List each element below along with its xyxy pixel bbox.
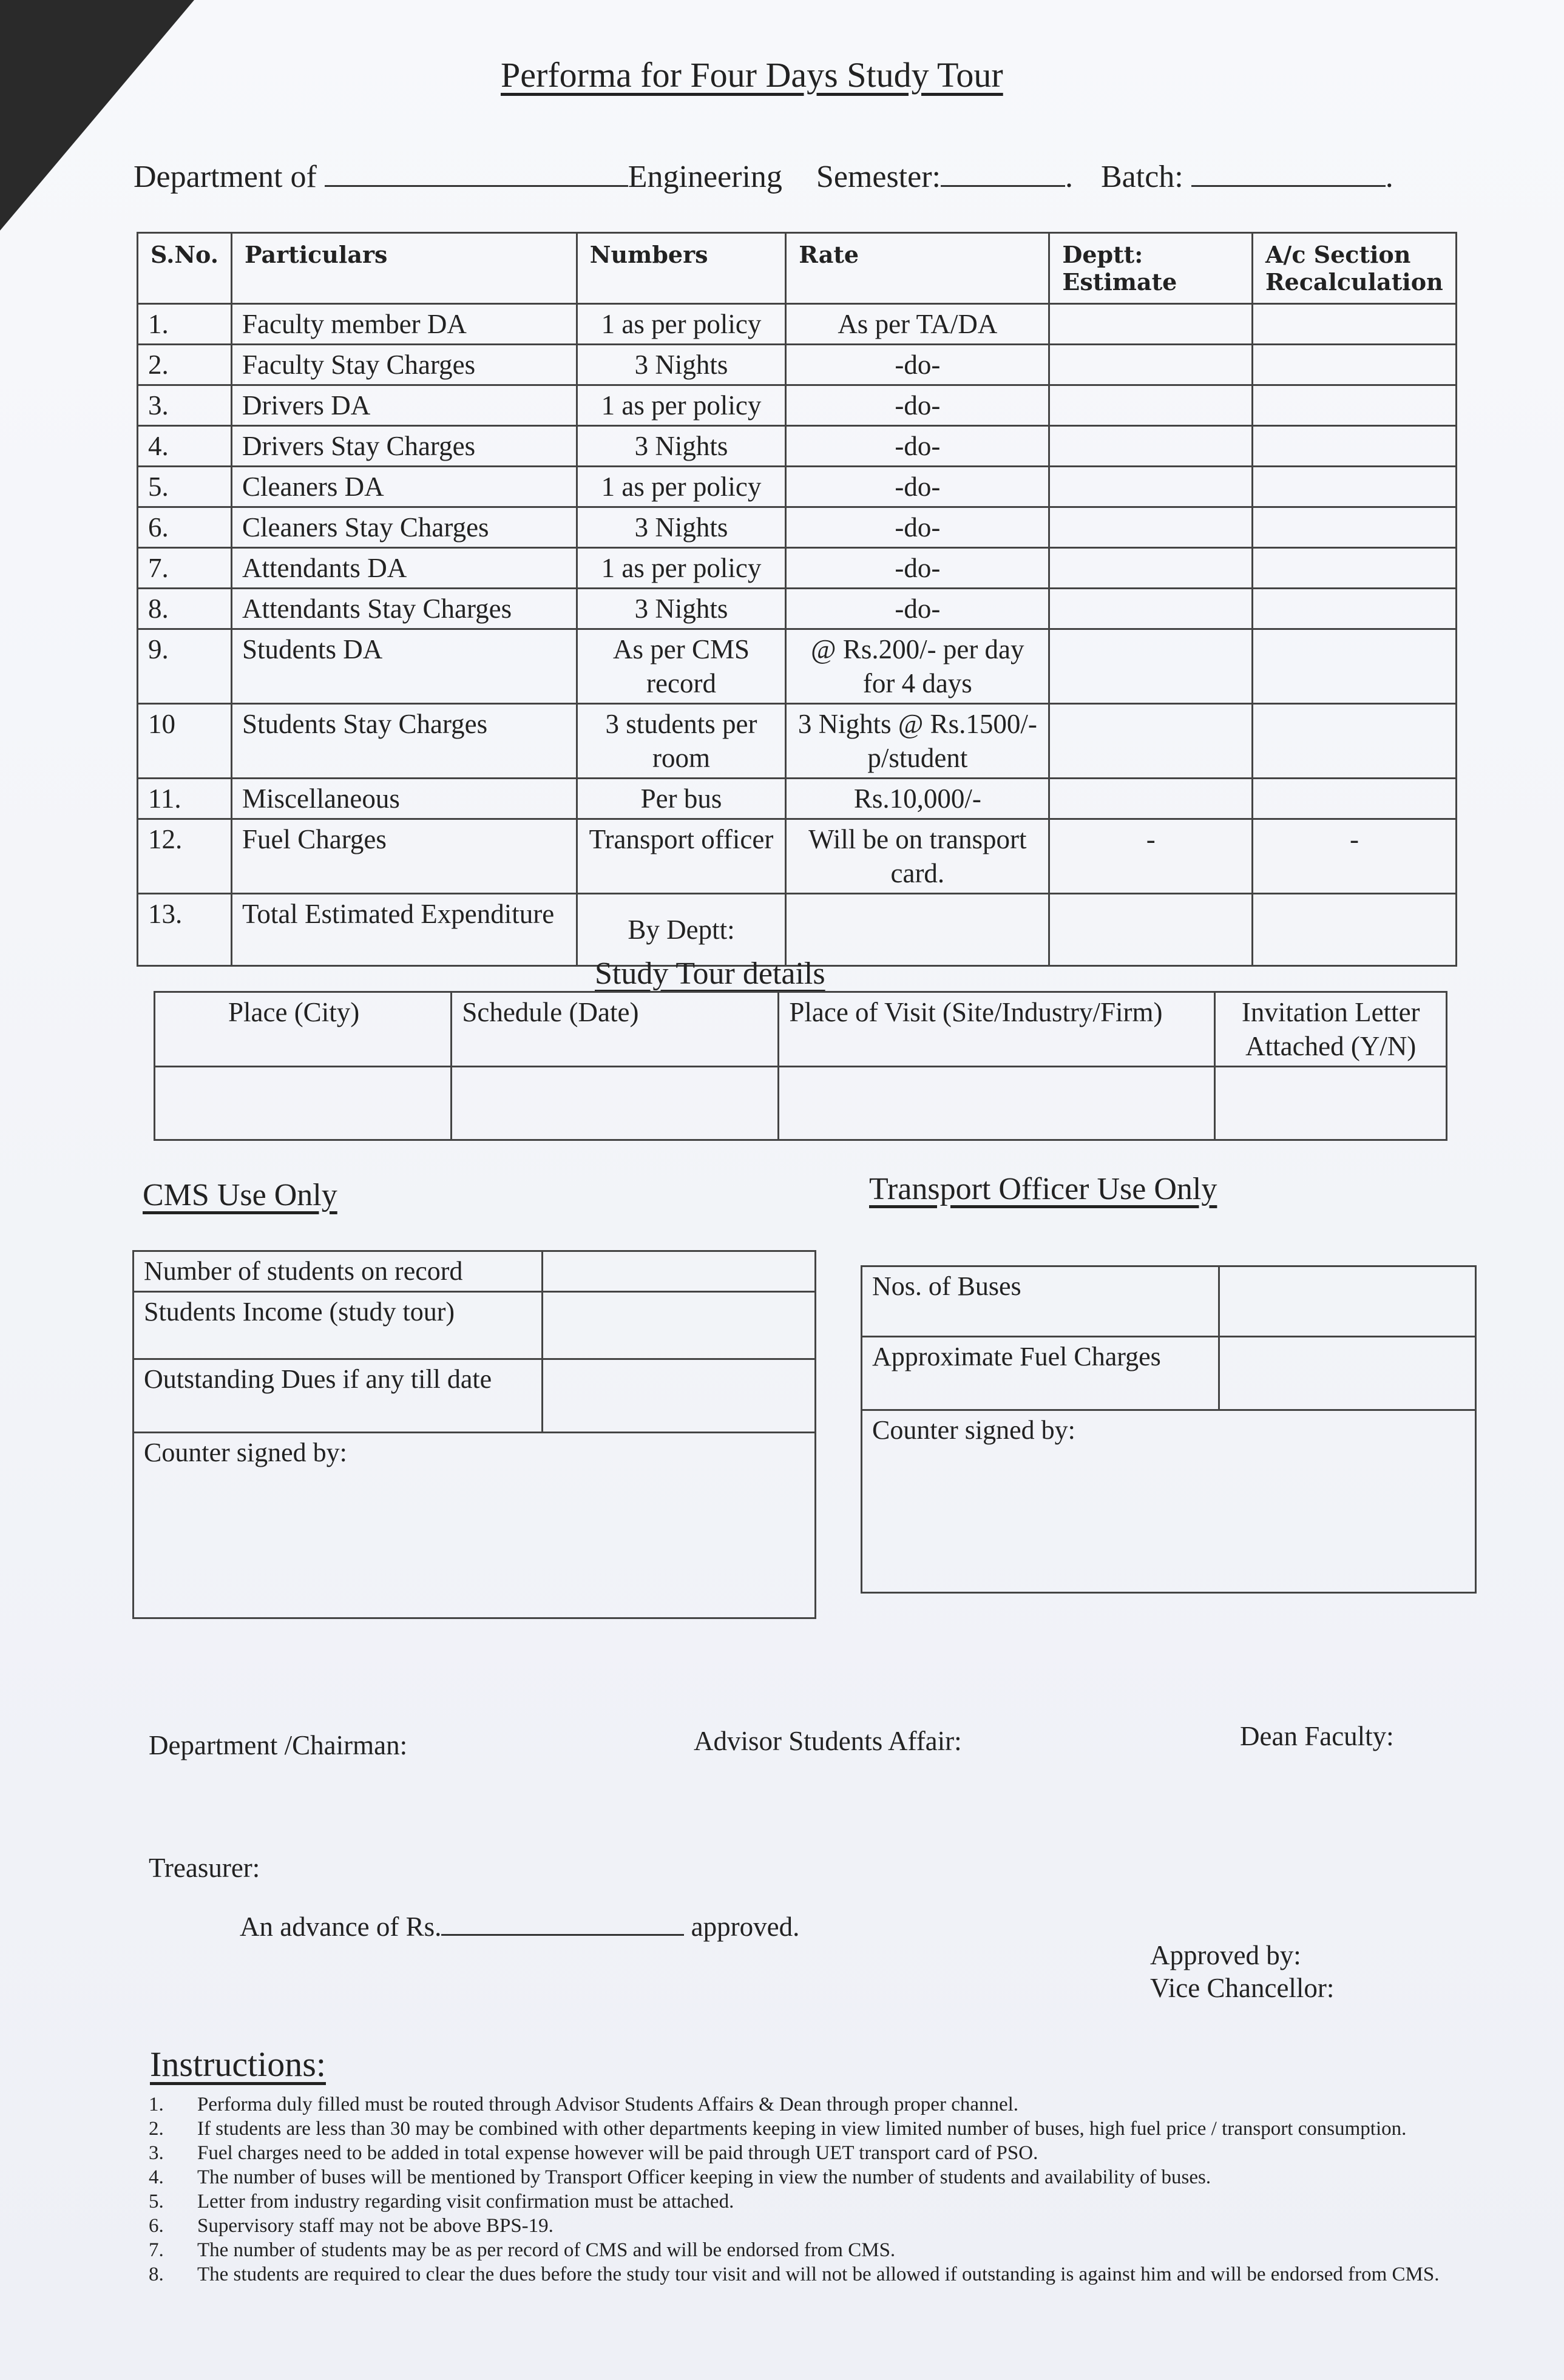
instructions-list — [149, 2092, 1478, 2287]
expense-recalc-cell[interactable] — [1252, 426, 1456, 467]
instructions-heading: Instructions: — [150, 2044, 326, 2084]
chairman-signature-label: Department /Chairman: — [149, 1730, 408, 1760]
expense-sno-cell: 5. — [138, 467, 232, 507]
header-numbers: Numbers — [577, 233, 786, 304]
instruction-number: 4. — [149, 2166, 164, 2188]
cms-row-value[interactable] — [543, 1251, 816, 1292]
instruction-item — [149, 2214, 1478, 2238]
instruction-number: 8. — [149, 2263, 164, 2285]
expense-recalc-cell[interactable] — [1252, 467, 1456, 507]
expense-row — [138, 589, 1457, 629]
instruction-number: 7. — [149, 2239, 164, 2261]
expense-table — [137, 232, 1457, 967]
cms-counter-row — [134, 1433, 816, 1618]
header-recalculation: A/c Section Recalculation — [1252, 233, 1456, 304]
expense-numbers-cell: Per bus — [577, 779, 786, 819]
expense-rate-cell: -do- — [786, 345, 1049, 385]
cms-row-label: Number of students on record — [134, 1251, 543, 1292]
expense-rate-cell: -do- — [786, 385, 1049, 426]
expense-particular-cell: Students Stay Charges — [231, 704, 577, 779]
advance-line — [240, 1908, 799, 1942]
expense-recalc-cell[interactable] — [1252, 385, 1456, 426]
expense-row — [138, 894, 1457, 966]
expense-numbers-cell: 1 as per policy — [577, 385, 786, 426]
cms-row-value[interactable] — [543, 1292, 816, 1359]
expense-row — [138, 779, 1457, 819]
transport-counter-signed: Counter signed by: — [862, 1410, 1476, 1593]
tour-header-invitation: Invitation Letter Attached (Y/N) — [1215, 992, 1447, 1067]
advance-prefix: An advance of Rs. — [240, 1912, 442, 1942]
expense-estimate-cell[interactable] — [1049, 304, 1253, 345]
expense-particular-cell: Attendants DA — [231, 548, 577, 589]
header-particulars: Particulars — [231, 233, 577, 304]
expense-estimate-cell[interactable] — [1049, 467, 1253, 507]
expense-estimate-cell[interactable] — [1049, 704, 1253, 779]
expense-rate-cell: Will be on transport card. — [786, 819, 1049, 894]
cms-row — [134, 1292, 816, 1359]
department-label: Department of — [134, 160, 317, 194]
expense-rate-cell: -do- — [786, 507, 1049, 548]
tour-place-cell[interactable] — [779, 1067, 1215, 1140]
expense-sno-cell: 11. — [138, 779, 232, 819]
instruction-item — [149, 2141, 1478, 2165]
tour-header-place: Place of Visit (Site/Industry/Firm) — [779, 992, 1215, 1067]
expense-particular-cell: Students DA — [231, 629, 577, 704]
department-line — [134, 155, 1393, 195]
cms-heading: CMS Use Only — [143, 1178, 337, 1212]
instruction-number: 1. — [149, 2094, 164, 2115]
instruction-item — [149, 2117, 1478, 2141]
instruction-number: 3. — [149, 2142, 164, 2164]
expense-recalc-cell[interactable] — [1252, 704, 1456, 779]
expense-row — [138, 426, 1457, 467]
expense-particular-cell: Cleaners Stay Charges — [231, 507, 577, 548]
expense-sno-cell: 2. — [138, 345, 232, 385]
tour-details-table — [154, 991, 1447, 1141]
vice-chancellor-label: Vice Chancellor: — [1150, 1973, 1335, 2003]
expense-row — [138, 629, 1457, 704]
instruction-text: The students are required to clear the dues before the study tour visit and will not be allowed if outstanding is against him and will be endorsed from CMS. — [197, 2263, 1440, 2285]
expense-rate-cell: 3 Nights @ Rs.1500/- p/student — [786, 704, 1049, 779]
expense-row — [138, 819, 1457, 894]
expense-particular-cell: Faculty member DA — [231, 304, 577, 345]
instruction-text: The number of buses will be mentioned by Transport Officer keeping in view the number of students and availability of buses. — [197, 2166, 1211, 2188]
instruction-item — [149, 2165, 1478, 2189]
expense-row — [138, 507, 1457, 548]
cms-table — [132, 1250, 816, 1619]
expense-numbers-cell: 3 Nights — [577, 507, 786, 548]
expense-estimate-cell[interactable] — [1049, 629, 1253, 704]
expense-sno-cell: 7. — [138, 548, 232, 589]
expense-particular-cell: Miscellaneous — [231, 779, 577, 819]
folded-corner — [0, 0, 194, 231]
expense-sno-cell: 1. — [138, 304, 232, 345]
batch-label: Batch: — [1100, 160, 1183, 194]
instruction-item — [149, 2092, 1478, 2117]
expense-numbers-cell: 3 Nights — [577, 589, 786, 629]
cms-row — [134, 1251, 816, 1292]
expense-sno-cell: 13. — [138, 894, 232, 966]
expense-particular-cell: Drivers DA — [231, 385, 577, 426]
tour-city-cell[interactable] — [155, 1067, 452, 1140]
expense-recalc-cell[interactable] — [1252, 779, 1456, 819]
instruction-text: If students are less than 30 may be combined with other departments keeping in view limited number of buses, high fuel price / transport consumption. — [197, 2118, 1407, 2140]
instruction-item — [149, 2238, 1478, 2262]
expense-numbers-cell: 1 as per policy — [577, 467, 786, 507]
dean-signature-label: Dean Faculty: — [1240, 1721, 1394, 1751]
expense-numbers-cell: Transport officer — [577, 819, 786, 894]
expense-row — [138, 304, 1457, 345]
instruction-text: Fuel charges need to be added in total expense however will be paid through UET transport card of PSO. — [197, 2142, 1038, 2164]
transport-row-value[interactable] — [1219, 1337, 1475, 1410]
batch-dot: . — [1385, 160, 1393, 194]
expense-rate-cell: -do- — [786, 589, 1049, 629]
expense-row — [138, 548, 1457, 589]
expense-row — [138, 385, 1457, 426]
expense-estimate-cell[interactable] — [1049, 548, 1253, 589]
instruction-number: 6. — [149, 2215, 164, 2237]
tour-details-row — [155, 1067, 1447, 1140]
transport-row — [862, 1266, 1476, 1337]
expense-sno-cell: 9. — [138, 629, 232, 704]
document-title: Performa for Four Days Study Tour — [501, 55, 1003, 95]
expense-recalc-cell[interactable] — [1252, 345, 1456, 385]
tour-details-header — [155, 992, 1447, 1067]
expense-estimate-cell[interactable] — [1049, 385, 1253, 426]
expense-rate-cell: -do- — [786, 426, 1049, 467]
cms-row-label: Students Income (study tour) — [134, 1292, 543, 1359]
expense-estimate-cell[interactable] — [1049, 507, 1253, 548]
expense-sno-cell: 3. — [138, 385, 232, 426]
instruction-text: Letter from industry regarding visit confirmation must be attached. — [197, 2191, 734, 2213]
expense-particular-cell: Drivers Stay Charges — [231, 426, 577, 467]
instruction-item — [149, 2262, 1478, 2287]
tour-schedule-cell[interactable] — [452, 1067, 779, 1140]
expense-recalc-cell[interactable] — [1252, 304, 1456, 345]
expense-row — [138, 345, 1457, 385]
instruction-text: The number of students may be as per record of CMS and will be endorsed from CMS. — [197, 2239, 896, 2261]
expense-recalc-cell[interactable] — [1252, 507, 1456, 548]
expense-estimate-cell[interactable] — [1049, 345, 1253, 385]
transport-row-label: Approximate Fuel Charges — [862, 1337, 1219, 1410]
expense-rate-cell: -do- — [786, 467, 1049, 507]
expense-numbers-cell: By Deptt: — [577, 894, 786, 966]
expense-numbers-cell: 1 as per policy — [577, 304, 786, 345]
semester-field[interactable] — [941, 155, 1065, 187]
advisor-signature-label: Advisor Students Affair: — [694, 1726, 962, 1756]
instruction-number: 5. — [149, 2191, 164, 2213]
expense-particular-cell: Attendants Stay Charges — [231, 589, 577, 629]
expense-estimate-cell[interactable] — [1049, 426, 1253, 467]
tour-details-heading: Study Tour details — [595, 956, 825, 991]
expense-recalc-cell[interactable] — [1252, 629, 1456, 704]
expense-sno-cell: 6. — [138, 507, 232, 548]
expense-numbers-cell: 1 as per policy — [577, 548, 786, 589]
expense-estimate-cell[interactable] — [1049, 589, 1253, 629]
department-field[interactable] — [325, 155, 628, 187]
expense-sno-cell: 10 — [138, 704, 232, 779]
semester-label: Semester: — [816, 160, 941, 194]
advance-suffix: approved. — [691, 1912, 800, 1942]
cms-row — [134, 1359, 816, 1433]
expense-rate-cell: As per TA/DA — [786, 304, 1049, 345]
advance-amount-field[interactable] — [441, 1908, 684, 1936]
cms-row-label: Outstanding Dues if any till date — [134, 1359, 543, 1433]
expense-recalc-cell[interactable] — [1252, 589, 1456, 629]
instruction-text: Supervisory staff may not be above BPS-19. — [197, 2215, 553, 2237]
approved-by-label: Approved by: — [1150, 1940, 1301, 1970]
expense-row — [138, 467, 1457, 507]
expense-estimate-cell[interactable] — [1049, 894, 1253, 966]
transport-row — [862, 1337, 1476, 1410]
expense-particular-cell: Fuel Charges — [231, 819, 577, 894]
expense-table-header — [138, 233, 1457, 304]
transport-row-label: Nos. of Buses — [862, 1266, 1219, 1337]
expense-recalc-cell[interactable] — [1252, 894, 1456, 966]
expense-estimate-cell[interactable] — [1049, 779, 1253, 819]
semester-dot: . — [1065, 160, 1073, 194]
expense-rate-cell: @ Rs.200/- per day for 4 days — [786, 629, 1049, 704]
header-estimate: Deptt: Estimate — [1049, 233, 1253, 304]
transport-counter-row — [862, 1410, 1476, 1593]
instruction-number: 2. — [149, 2118, 164, 2140]
cms-counter-signed: Counter signed by: — [134, 1433, 816, 1618]
transport-heading: Transport Officer Use Only — [869, 1172, 1217, 1206]
expense-recalc-cell[interactable] — [1252, 548, 1456, 589]
expense-numbers-cell: 3 Nights — [577, 345, 786, 385]
expense-sno-cell: 12. — [138, 819, 232, 894]
tour-header-city: Place (City) — [155, 992, 452, 1067]
expense-particular-cell: Total Estimated Expenditure — [231, 894, 577, 966]
expense-numbers-cell: As per CMS record — [577, 629, 786, 704]
engineering-label: Engineering — [628, 160, 782, 194]
instruction-text: Performa duly filled must be routed through Advisor Students Affairs & Dean through proper channel. — [197, 2094, 1019, 2115]
transport-table — [861, 1265, 1477, 1594]
expense-rate-cell — [786, 894, 1049, 966]
expense-numbers-cell: 3 Nights — [577, 426, 786, 467]
expense-sno-cell: 4. — [138, 426, 232, 467]
expense-particular-cell: Cleaners DA — [231, 467, 577, 507]
cms-row-value[interactable] — [543, 1359, 816, 1433]
expense-particular-cell: Faculty Stay Charges — [231, 345, 577, 385]
expense-rate-cell: -do- — [786, 548, 1049, 589]
expense-row — [138, 704, 1457, 779]
batch-field[interactable] — [1191, 155, 1386, 187]
instruction-item — [149, 2189, 1478, 2214]
tour-header-schedule: Schedule (Date) — [452, 992, 779, 1067]
expense-rate-cell: Rs.10,000/- — [786, 779, 1049, 819]
expense-recalc-cell[interactable]: - — [1252, 819, 1456, 894]
expense-estimate-cell[interactable]: - — [1049, 819, 1253, 894]
tour-invitation-cell[interactable] — [1215, 1067, 1447, 1140]
transport-row-value[interactable] — [1219, 1266, 1475, 1337]
header-sno: S.No. — [138, 233, 232, 304]
expense-numbers-cell: 3 students per room — [577, 704, 786, 779]
header-rate: Rate — [786, 233, 1049, 304]
treasurer-signature-label: Treasurer: — [149, 1853, 260, 1883]
expense-sno-cell: 8. — [138, 589, 232, 629]
